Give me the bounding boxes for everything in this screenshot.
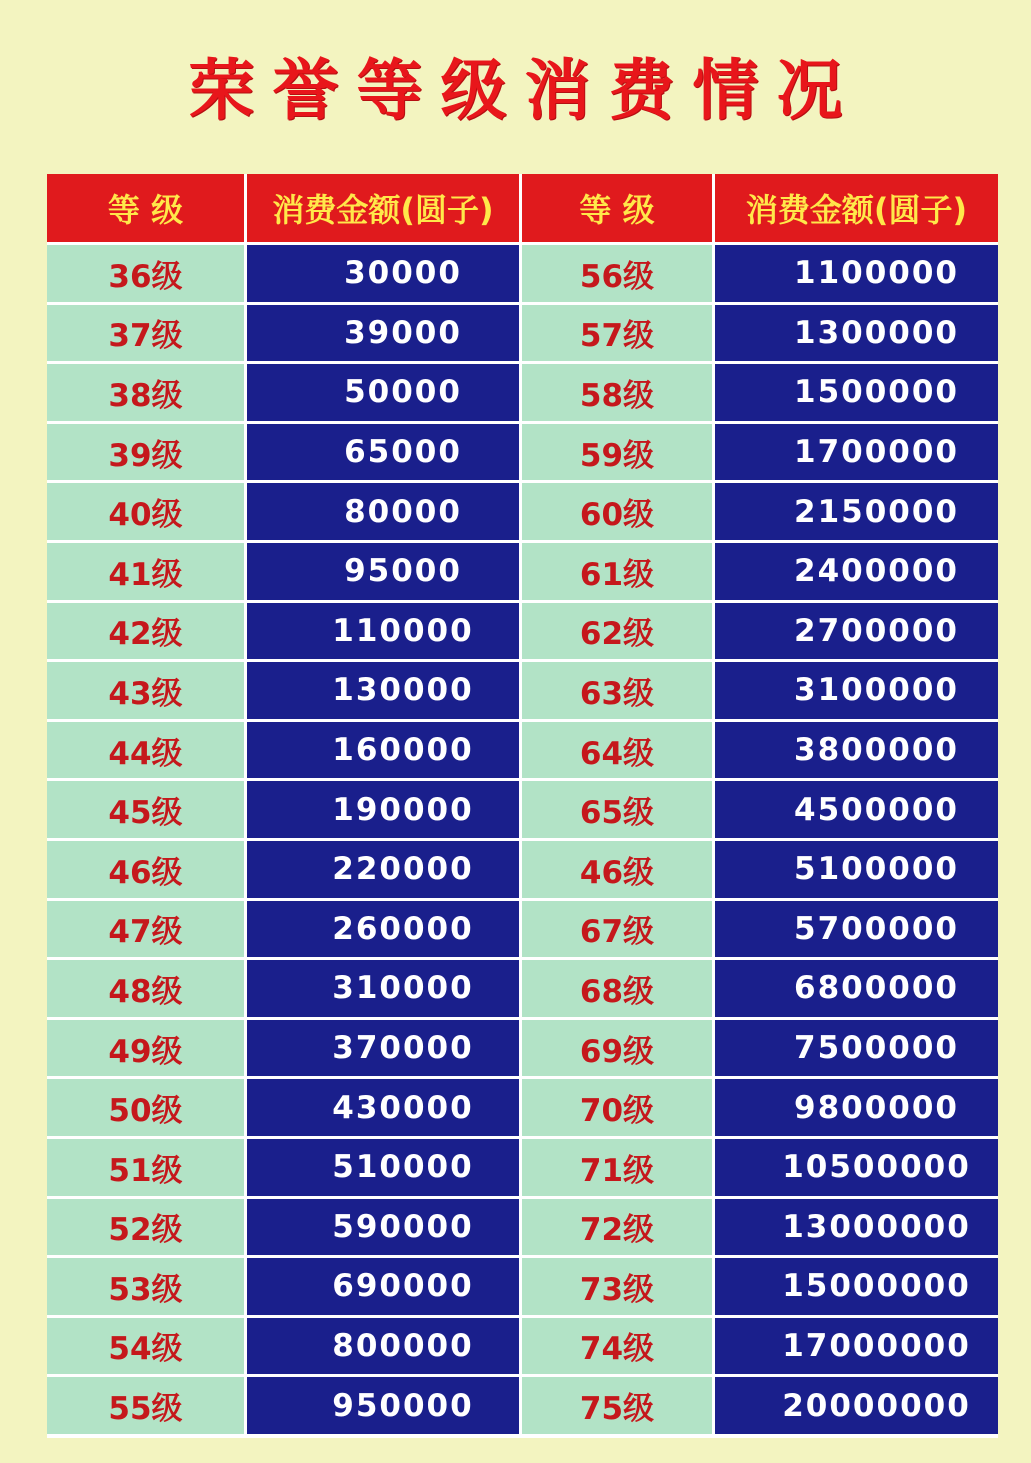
level-cell-right: 70级: [522, 1079, 715, 1139]
table-row: [47, 245, 998, 305]
level-cell-right: 58级: [522, 364, 715, 424]
amount-cell-left: 130000: [247, 662, 522, 722]
amount-cell-left: 510000: [247, 1139, 522, 1199]
level-cell-right: 71级: [522, 1139, 715, 1199]
amount-cell-left: 80000: [247, 483, 522, 543]
amount-cell-left: 370000: [247, 1020, 522, 1080]
level-cell-left: 52级: [47, 1199, 247, 1259]
table-row: [47, 960, 998, 1020]
table-row: [47, 662, 998, 722]
level-cell-left: 39级: [47, 424, 247, 484]
amount-cell-left: 110000: [247, 603, 522, 663]
level-cell-left: 41级: [47, 543, 247, 603]
level-cell-left: 55级: [47, 1377, 247, 1437]
header-amount-left: 消费金额(圆子): [247, 174, 522, 245]
amount-cell-left: 65000: [247, 424, 522, 484]
amount-cell-right: 4500000: [715, 781, 998, 841]
amount-cell-left: 190000: [247, 781, 522, 841]
amount-cell-right: 17000000: [715, 1318, 998, 1378]
amount-cell-right: 1300000: [715, 305, 998, 365]
amount-cell-right: 13000000: [715, 1199, 998, 1259]
amount-cell-right: 1100000: [715, 245, 998, 305]
table-row: [47, 543, 998, 603]
level-cell-right: 46级: [522, 841, 715, 901]
table-row: [47, 603, 998, 663]
level-cell-left: 50级: [47, 1079, 247, 1139]
amount-cell-right: 5700000: [715, 901, 998, 961]
amount-cell-right: 10500000: [715, 1139, 998, 1199]
amount-cell-left: 690000: [247, 1258, 522, 1318]
amount-cell-right: 7500000: [715, 1020, 998, 1080]
amount-cell-right: 3100000: [715, 662, 998, 722]
table-body: [47, 245, 998, 1437]
level-cell-left: 40级: [47, 483, 247, 543]
level-cell-right: 61级: [522, 543, 715, 603]
amount-cell-left: 50000: [247, 364, 522, 424]
amount-cell-right: 2400000: [715, 543, 998, 603]
level-cell-left: 51级: [47, 1139, 247, 1199]
amount-cell-right: 20000000: [715, 1377, 998, 1437]
level-cell-right: 62级: [522, 603, 715, 663]
table-row: [47, 1258, 998, 1318]
table-header-row: [47, 174, 998, 245]
table-row: [47, 1079, 998, 1139]
amount-cell-right: 3800000: [715, 722, 998, 782]
amount-cell-right: 1700000: [715, 424, 998, 484]
level-cell-left: 49级: [47, 1020, 247, 1080]
amount-cell-right: 5100000: [715, 841, 998, 901]
amount-cell-left: 39000: [247, 305, 522, 365]
amount-cell-left: 95000: [247, 543, 522, 603]
level-cell-left: 54级: [47, 1318, 247, 1378]
amount-cell-right: 6800000: [715, 960, 998, 1020]
level-cell-left: 38级: [47, 364, 247, 424]
level-cell-right: 59级: [522, 424, 715, 484]
level-cell-left: 43级: [47, 662, 247, 722]
level-cell-right: 73级: [522, 1258, 715, 1318]
table-row: [47, 1377, 998, 1437]
amount-cell-right: 2700000: [715, 603, 998, 663]
level-cell-right: 75级: [522, 1377, 715, 1437]
header-level-left: 等 级: [47, 174, 247, 245]
table-row: [47, 364, 998, 424]
amount-cell-left: 590000: [247, 1199, 522, 1259]
table-row: [47, 901, 998, 961]
table-row: [47, 424, 998, 484]
level-spending-table-container: [47, 174, 998, 1438]
amount-cell-left: 160000: [247, 722, 522, 782]
amount-cell-right: 2150000: [715, 483, 998, 543]
amount-cell-right: 9800000: [715, 1079, 998, 1139]
level-cell-right: 74级: [522, 1318, 715, 1378]
level-cell-right: 64级: [522, 722, 715, 782]
amount-cell-left: 310000: [247, 960, 522, 1020]
level-cell-left: 47级: [47, 901, 247, 961]
amount-cell-left: 220000: [247, 841, 522, 901]
level-cell-right: 65级: [522, 781, 715, 841]
amount-cell-left: 950000: [247, 1377, 522, 1437]
amount-cell-left: 260000: [247, 901, 522, 961]
level-cell-left: 37级: [47, 305, 247, 365]
table-row: [47, 1318, 998, 1378]
level-cell-right: 56级: [522, 245, 715, 305]
amount-cell-left: 430000: [247, 1079, 522, 1139]
level-cell-left: 44级: [47, 722, 247, 782]
table-row: [47, 841, 998, 901]
amount-cell-left: 30000: [247, 245, 522, 305]
page-title: 荣誉等级消费情况: [188, 52, 861, 129]
level-cell-right: 57级: [522, 305, 715, 365]
header-amount-right: 消费金额(圆子): [715, 174, 998, 245]
table-row: [47, 1020, 998, 1080]
level-cell-right: 72级: [522, 1199, 715, 1259]
level-cell-right: 69级: [522, 1020, 715, 1080]
table-row: [47, 722, 998, 782]
level-cell-left: 48级: [47, 960, 247, 1020]
level-cell-right: 67级: [522, 901, 715, 961]
level-spending-table: [47, 174, 998, 1437]
table-row: [47, 305, 998, 365]
level-cell-right: 60级: [522, 483, 715, 543]
amount-cell-left: 800000: [247, 1318, 522, 1378]
table-row: [47, 483, 998, 543]
amount-cell-right: 1500000: [715, 364, 998, 424]
table-row: [47, 781, 998, 841]
amount-cell-right: 15000000: [715, 1258, 998, 1318]
level-cell-right: 63级: [522, 662, 715, 722]
level-cell-left: 36级: [47, 245, 247, 305]
header-level-right: 等 级: [522, 174, 715, 245]
level-cell-left: 45级: [47, 781, 247, 841]
level-cell-left: 42级: [47, 603, 247, 663]
level-cell-left: 53级: [47, 1258, 247, 1318]
level-cell-right: 68级: [522, 960, 715, 1020]
level-cell-left: 46级: [47, 841, 247, 901]
table-row: [47, 1139, 998, 1199]
table-row: [47, 1199, 998, 1259]
